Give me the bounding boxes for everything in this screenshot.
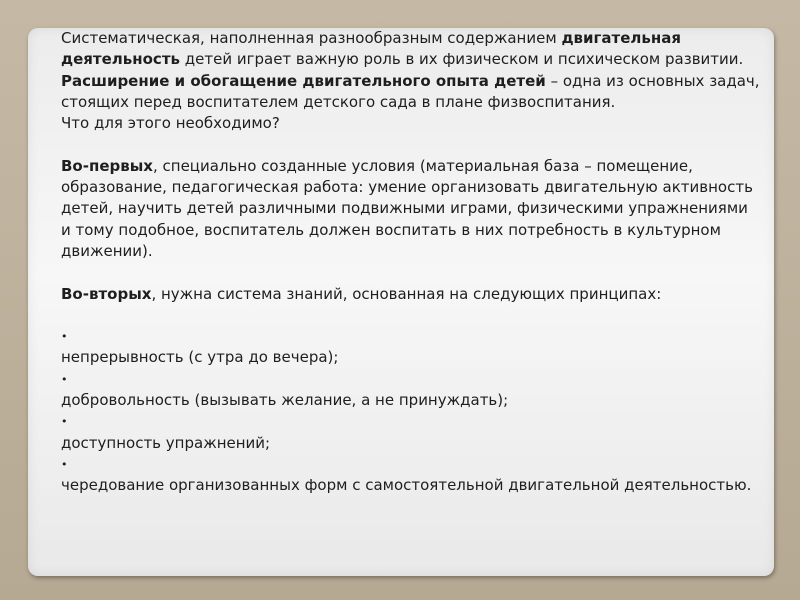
intro-bold-2: Расширение и обогащение двигательного опыта детей bbox=[61, 71, 546, 90]
bullet-icon: • bbox=[61, 457, 68, 471]
principle-item: чередование организованных форм с самостоятельной двигательной деятельностью. bbox=[61, 476, 752, 495]
intro-paragraph bbox=[61, 28, 761, 113]
principle-item: непрерывность (с утра до вечера); bbox=[61, 348, 339, 367]
intro-bold-1: двигательная деятельность bbox=[61, 29, 681, 69]
bullet-icon: • bbox=[61, 330, 68, 344]
content-card bbox=[28, 28, 774, 576]
question-line: Что для этого необходимо? bbox=[61, 114, 280, 133]
intro-text-2: детей играет важную роль в их физическом и психическом развитии. bbox=[180, 50, 744, 69]
second-text: , нужна система знаний, основанная на следующих принципах: bbox=[151, 284, 662, 303]
intro-text-1: Систематическая, наполненная разнообразным содержанием bbox=[61, 29, 562, 47]
first-bold: Во-первых bbox=[61, 156, 153, 175]
principle-item: доступность упражнений; bbox=[61, 433, 271, 452]
slide-text bbox=[61, 28, 761, 497]
spacer bbox=[61, 134, 761, 155]
intro-text-3: – одна из основных задач, стоящих перед воспитателем детского сада в плане физвоспитания. bbox=[61, 71, 760, 111]
bullet-icon: • bbox=[61, 415, 68, 429]
bullet-icon: • bbox=[61, 372, 68, 386]
first-paragraph bbox=[61, 156, 761, 262]
spacer bbox=[61, 305, 761, 326]
second-bold: Во-вторых bbox=[61, 284, 152, 303]
first-text: , специально созданные условия (материальная база – помещение, образование, педагогическая работа: умение организовать двигательную активность детей, научить детей различными подвижными играми, физическими упражнениями и тому подобное, воспитатель должен воспитать в них потребность в культурном движении). bbox=[61, 156, 753, 260]
second-paragraph bbox=[61, 284, 761, 305]
spacer bbox=[61, 262, 761, 283]
principle-item: добровольность (вызывать желание, а не принуждать); bbox=[61, 391, 509, 410]
